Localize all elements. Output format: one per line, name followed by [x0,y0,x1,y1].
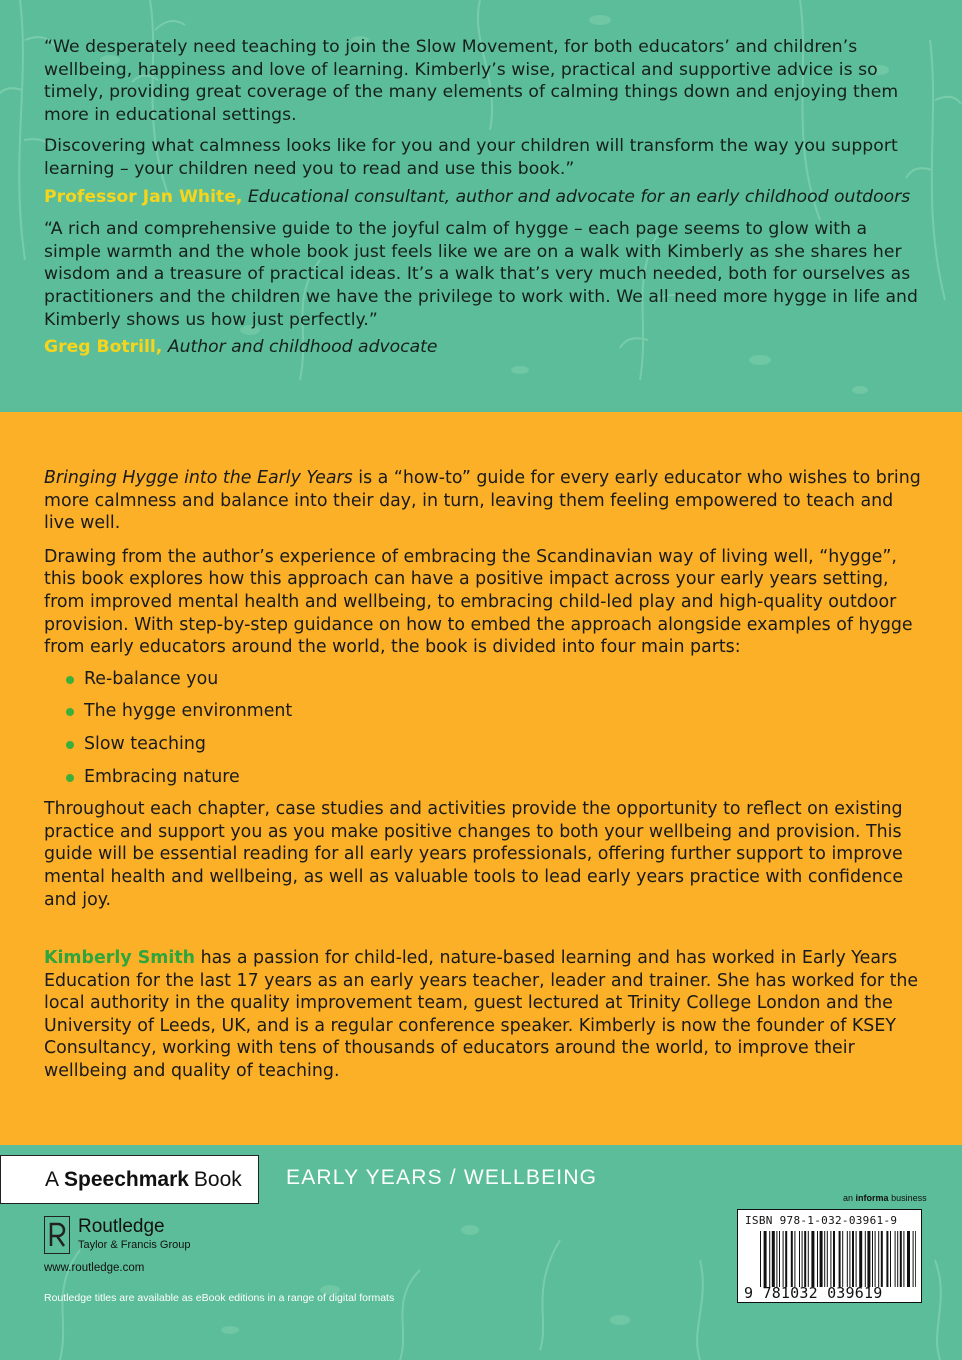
barcode-bar [799,1231,800,1287]
endorsement-quote-botrill: “A rich and comprehensive guide to the joyful calm of hygge – each page seems to glow with a simple warmth and the whole book just feels like we are on a walk with Kimberly as she shares her wisdom and a treasure of practical ideas. It’s a walk that’s very much needed, both for ourselves as practitioners and the children we have the privilege to work with. We all need more hygge in life and Kimberly shows us how just perfectly.” [44,219,918,330]
barcode-bar [903,1231,904,1287]
barcode-bar [772,1231,775,1287]
barcode-bar [830,1231,831,1287]
list-item: Embracing nature [66,766,922,789]
barcode-bar [886,1231,888,1287]
barcode-bar [915,1231,916,1287]
barcode-bar [824,1231,825,1287]
description-intro [44,467,922,535]
author-name: Kimberly Smith [44,948,196,969]
barcode-bar [817,1231,818,1287]
barcode-bar [867,1231,870,1287]
barcode-bar [890,1231,891,1287]
routledge-r-icon [44,1216,70,1254]
intro-text: is a “how-to” guide for every early educator who wishes to bring more calmness and balance into their day, in turn, leaving them feeling empowered to teach and live well. [44,468,921,534]
barcode-bar [878,1231,879,1287]
barcode-bar [859,1231,862,1287]
endorser-name: Professor Jan White, [44,186,243,207]
ebook-note: Routledge titles are available as eBook editions in a range of digital formats [44,1292,395,1304]
informa-tagline: an informa business [843,1193,927,1203]
barcode-bar [760,1231,761,1287]
subject-category: EARLY YEARS / WELLBEING [286,1166,598,1189]
barcode-bar [794,1231,795,1287]
barcode-bar [875,1231,876,1287]
list-item: The hygge environment [66,700,922,723]
barcode-bar [900,1231,902,1287]
barcode-bar [833,1231,835,1287]
barcode-bar [856,1231,857,1287]
isbn-digits: 9 781032 039619 [744,1284,883,1302]
list-item: Re-balance you [66,668,922,691]
barcode-bar [820,1231,823,1287]
endorsement-attribution-botrill [44,336,918,359]
barcode-bar [913,1231,914,1287]
barcode-bar [907,1231,910,1287]
barcode-bar [811,1231,814,1287]
endorsement-attribution-white [44,186,918,209]
barcode-bar [769,1231,770,1287]
barcode-bar [785,1231,787,1287]
publisher-website[interactable]: www.routledge.com [44,1262,145,1274]
barcode-bar [842,1231,843,1287]
barcode-bar [839,1231,841,1287]
imprint-prefix: A [45,1167,60,1191]
publisher-group: Taylor & Francis Group [78,1239,191,1251]
imprint-suffix: Book [193,1167,242,1191]
barcode-bar [865,1231,866,1287]
barcode-bar [872,1231,873,1287]
speechmark-imprint [0,1155,259,1204]
barcode-bar [895,1231,896,1287]
barcode-icon [760,1231,916,1287]
endorsement-quote-white-2: Discovering what calmness looks like for you and your children will transform the way you support learning – your children need you to read and use this book.” [44,136,898,179]
book-title: Bringing Hygge into the Early Years [44,468,353,488]
publisher-name: Routledge [78,1216,165,1237]
barcode-bar [776,1231,777,1287]
list-item: Slow teaching [66,733,922,756]
isbn-barcode-box [737,1209,922,1303]
barcode-bar [852,1231,854,1287]
book-parts-list [66,668,922,788]
barcode-bar [881,1231,883,1287]
description-summary: Throughout each chapter, case studies and activities provide the opportunity to reflect on existing practice and support you as you make positive changes to both your wellbeing and provision. This guide will be essential reading for all early years professionals, offering further support to improve mental health and wellbeing, as well as valuable tools to lead early years practice with confidence and joy. [44,799,904,910]
barcode-bar [849,1231,850,1287]
barcode-bar [847,1231,848,1287]
author-bio-text: has a passion for child-led, nature-based learning and has worked in Early Years Education for the last 17 years as an early years teacher, leader and trainer. She has worked for the local authority in the quality improvement team, guest lectured at Trinity College London and the University of Leeds, UK, and is a regular conference speaker. Kimberly is now the founder of KSEY Consultancy, working with tens of thousands of educators around the world, to improve their wellbeing and quality of teaching. [44,948,919,1082]
imprint-brand: Speechmark [64,1167,189,1191]
barcode-bar [779,1231,780,1287]
publisher-logo [44,1216,190,1254]
barcode-bar [808,1231,809,1287]
endorser-role: Author and childhood advocate [167,337,438,358]
author-bio [44,947,922,1083]
barcode-bar [827,1231,828,1287]
barcode-bar [804,1231,806,1287]
barcode-bar [802,1231,803,1287]
description-approach: Drawing from the author’s experience of embracing the Scandinavian way of living well, “hygge”, this book explores how this approach can have a positive impact across your early years setting, from improved mental health and wellbeing, to embracing child-led play and high-quality outdoor provision. With step-by-step guidance on how to embed the approach alongside examples of hygge from early educators around the world, the book is divided into four main parts: [44,546,913,658]
barcode-bar [783,1231,784,1287]
barcode-bar [764,1231,767,1287]
description-panel [0,412,962,1145]
endorsements-section [0,0,962,412]
endorsement-quote-white-1: “We desperately need teaching to join the Slow Movement, for both educators’ and children’s wellbeing, happiness and love of learning. Kimberly’s wise, practical and supportive advice is so timely, providing great coverage of the many elements of calming things down and enjoying them more in educational settings. [44,37,899,125]
endorser-name: Greg Botrill, [44,337,163,358]
endorser-role: Educational consultant, author and advocate for an early childhood outdoors [247,186,911,207]
isbn-label: ISBN 978-1-032-03961-9 [745,1214,898,1227]
barcode-bar [791,1231,793,1287]
barcode-bar [897,1231,898,1287]
